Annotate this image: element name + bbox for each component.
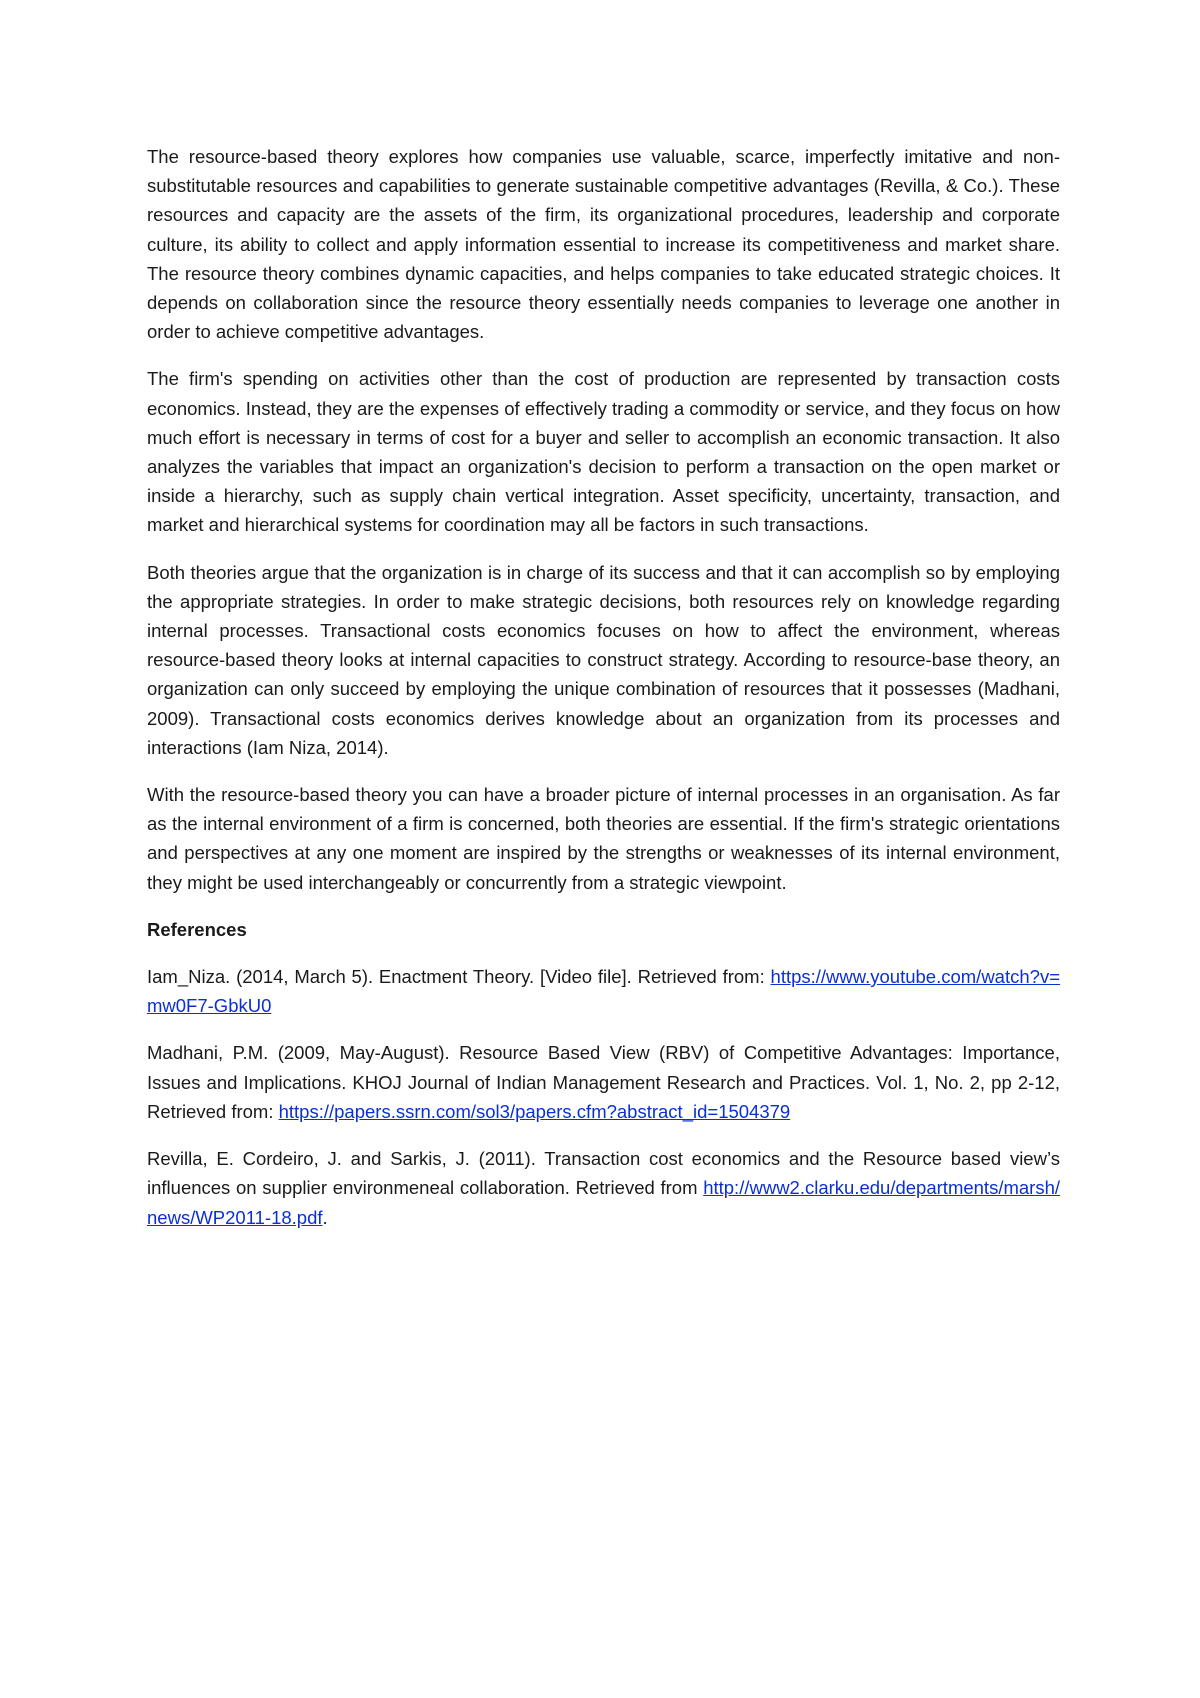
reference-suffix: .	[322, 1206, 328, 1228]
body-paragraph-3: Both theories argue that the organization is in charge of its success and that it can accomplish so by employing the appropriate strategies. In order to make strategic decisions, both resources rely on knowledge regarding internal processes. Transactional costs economics focuses on how to affect the environment, whereas resource-based theory looks at internal capacities to construct strategy. According to resource-base theory, an organization can only succeed by employing the unique combination of resources that it possesses (Madhani, 2009). Transactional costs economics derives knowledge about an organization from its processes and interactions (Iam Niza, 2014).	[147, 561, 1060, 758]
body-paragraph-2: The firm's spending on activities other than the cost of production are represented by transaction costs economics. Instead, they are the expenses of effectively trading a commodity or service, and they focus on how much effort is necessary in terms of cost for a buyer and seller to accomplish an economic transaction. It also analyzes the variables that impact an organization's decision to perform a transaction on the open market or inside a hierarchy, such as supply chain vertical integration. Asset specificity, uncertainty, transaction, and market and hierarchical systems for coordination may all be factors in such transactions.	[147, 368, 1060, 536]
document-page	[147, 142, 1060, 1250]
reference-text: Madhani, P.M. (2009, May-August). Resource Based View (RBV) of Competitive Advantages: Importance, Issues and Implications. KHOJ Journal of Indian Management Research and Practices. Vol. 1, No. 2, pp 2-12, Retrieved from:	[147, 1042, 1060, 1122]
reference-link[interactable]: https://www.youtube.com/watch?v=mw0F7-GbkU0	[147, 966, 1060, 1017]
body-paragraph-1: The resource-based theory explores how companies use valuable, scarce, imperfectly imitative and non-substitutable resources and capabilities to generate sustainable competitive advantages (Revilla, & Co.). These resources and capacity are the assets of the firm, its organizational procedures, leadership and corporate culture, its ability to collect and apply information essential to increase its competitiveness and market share. The resource theory combines dynamic capacities, and helps companies to take educated strategic choices. It depends on collaboration since the resource theory essentially needs companies to leverage one another in order to achieve competitive advantages.	[147, 146, 1060, 343]
reference-item-3	[147, 1144, 1060, 1232]
reference-item-1	[147, 962, 1060, 1020]
reference-text: Revilla, E. Cordeiro, J. and Sarkis, J. (2011). Transaction cost economics and the Resource based view’s influences on supplier environmeneal collaboration. Retrieved from	[147, 1148, 1060, 1199]
reference-item-2	[147, 1038, 1060, 1126]
references-heading: References	[147, 918, 247, 940]
reference-link[interactable]: https://papers.ssrn.com/sol3/papers.cfm?abstract_id=1504379	[278, 1100, 791, 1122]
reference-link[interactable]: http://www2.clarku.edu/departments/marsh/news/WP2011-18.pdf	[147, 1177, 1060, 1228]
body-paragraph-4: With the resource-based theory you can have a broader picture of internal processes in an organisation. As far as the internal environment of a firm is concerned, both theories are essential. If the firm's strategic orientations and perspectives at any one moment are inspired by the strengths or weaknesses of its internal environment, they might be used interchangeably or concurrently from a strategic viewpoint.	[147, 784, 1060, 893]
reference-text: Iam_Niza. (2014, March 5). Enactment Theory. [Video file]. Retrieved from:	[147, 966, 771, 988]
